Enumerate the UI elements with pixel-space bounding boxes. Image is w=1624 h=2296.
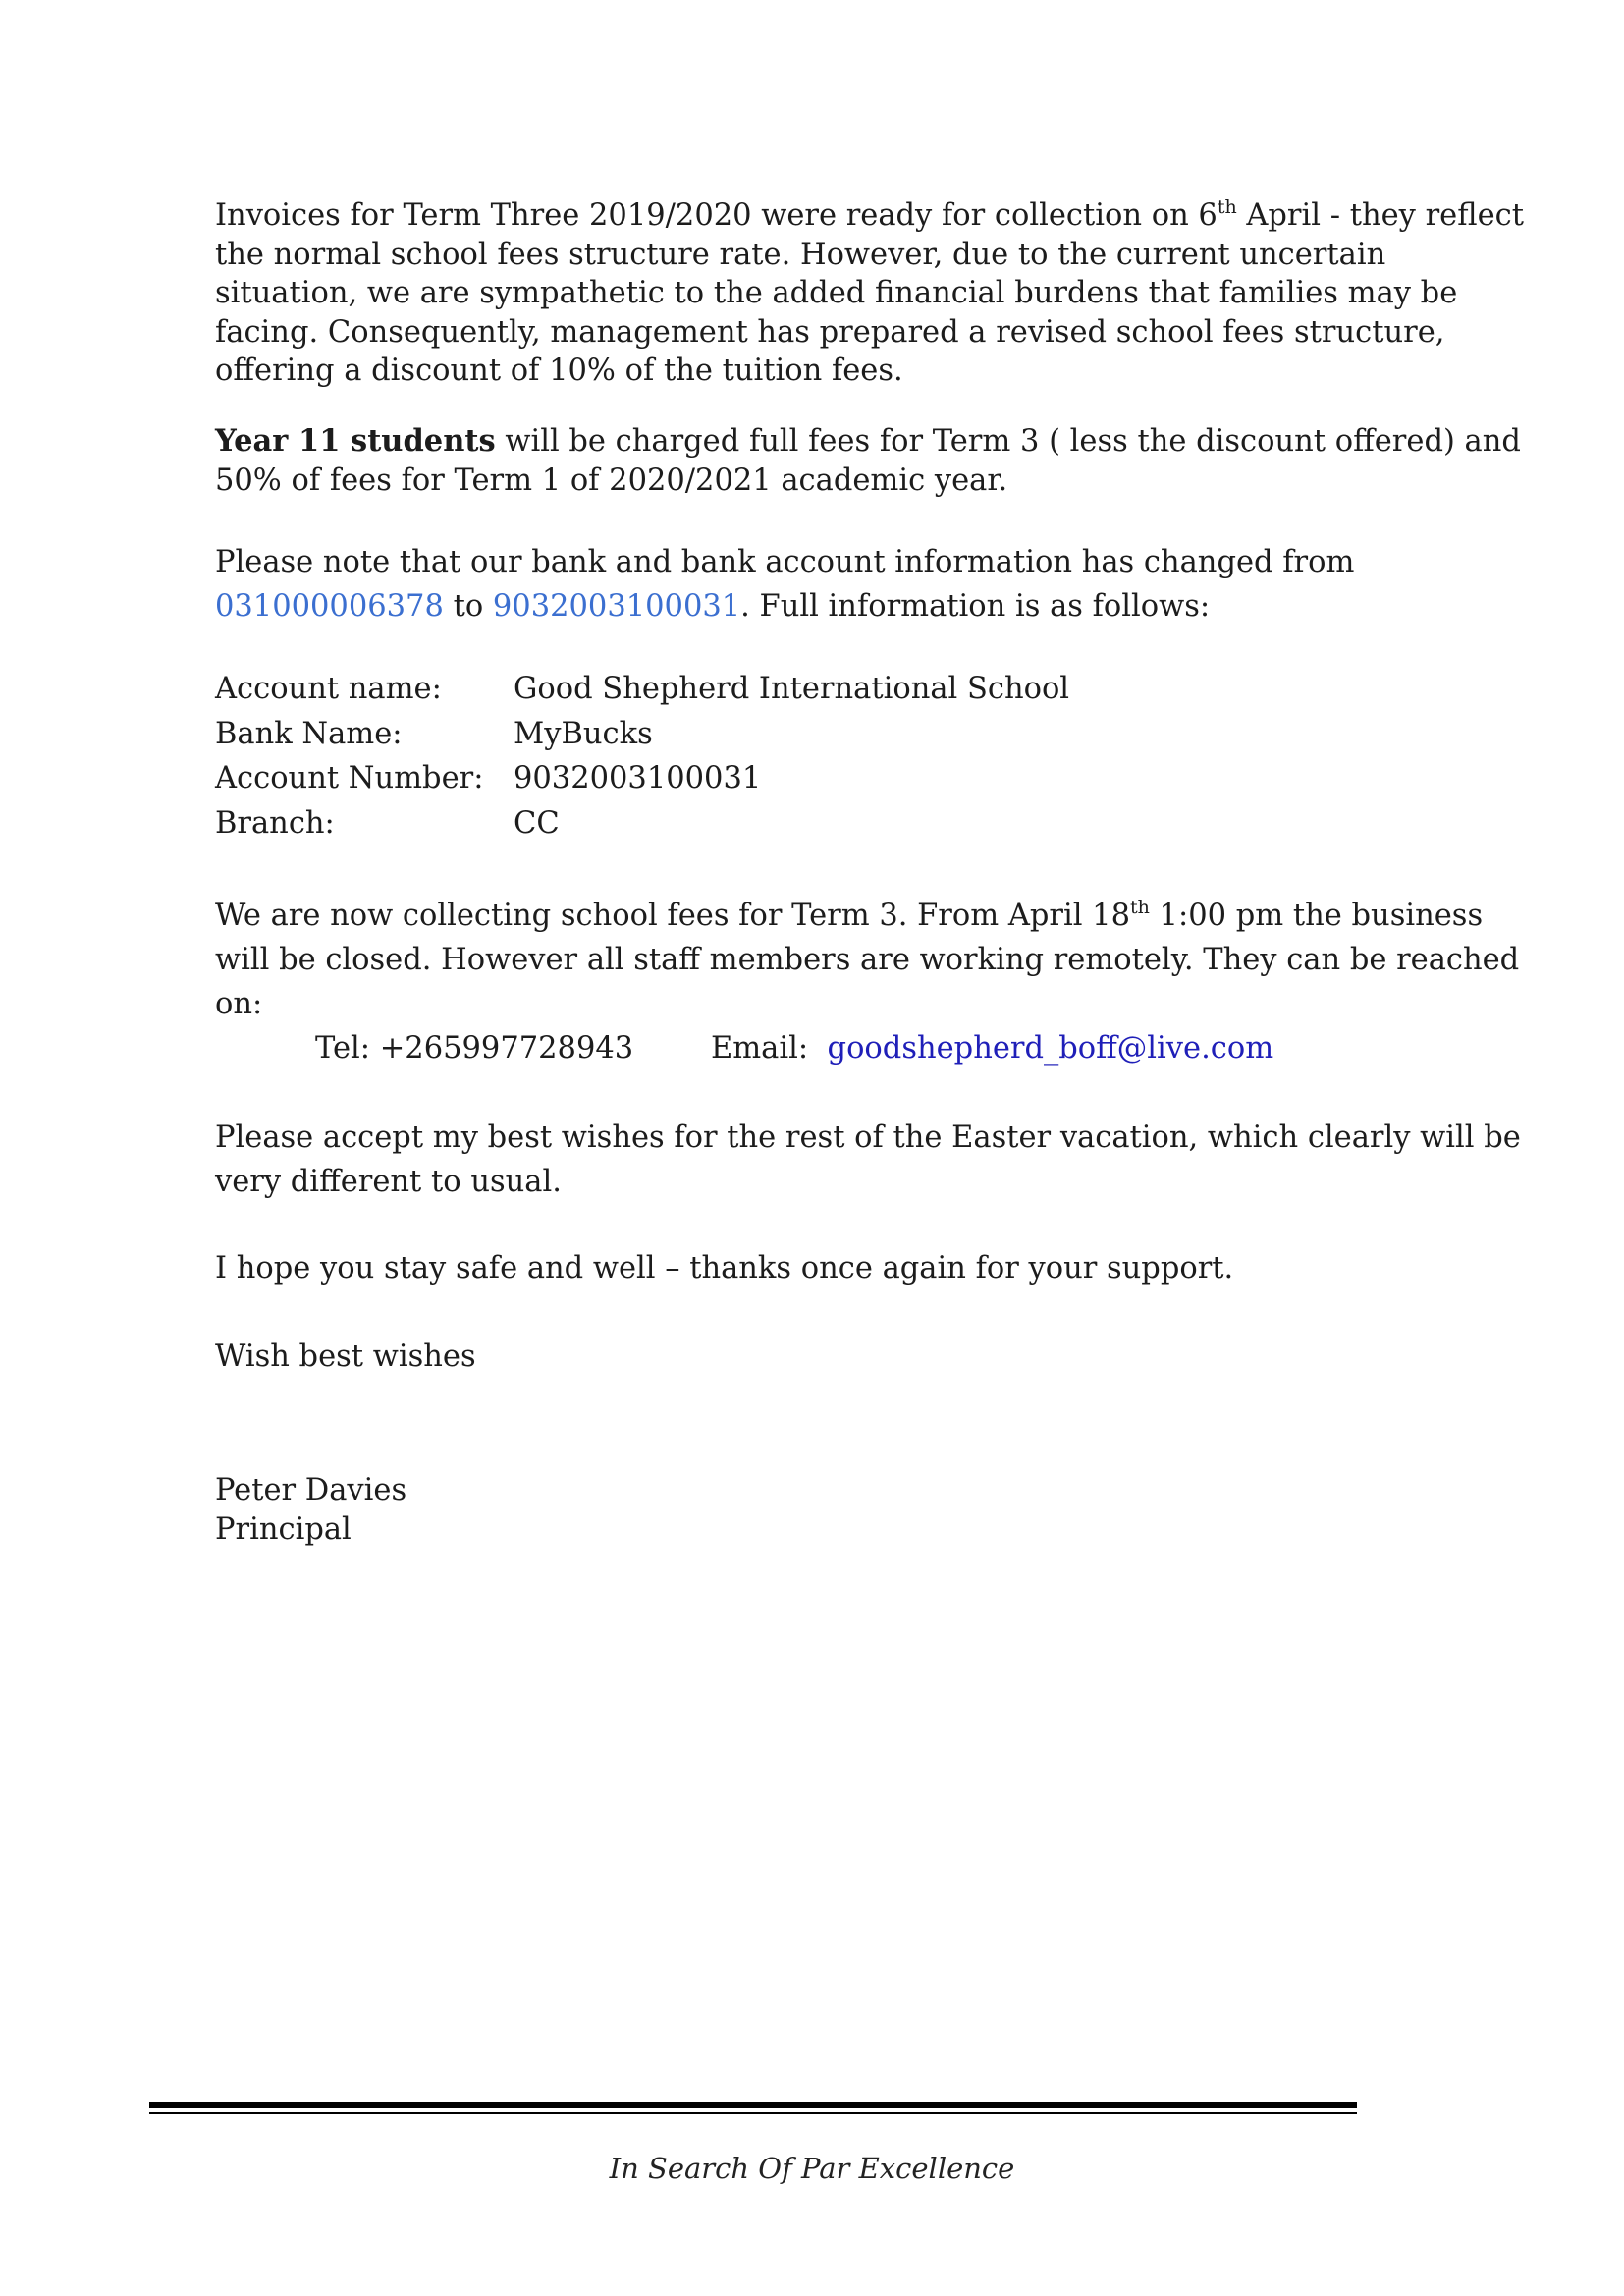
bold-label: Year 11 students (215, 423, 496, 459)
signatory-title: Principal (215, 1511, 352, 1547)
paragraph-text: We are now collecting school fees for Term 3. From April 18 (215, 899, 1130, 933)
ordinal-suffix: th (1217, 196, 1237, 218)
paragraph-text: Invoices for Term Three 2019/2020 were ready for collection on 6 (215, 198, 1218, 233)
bank-detail-value: 9032003100031 (514, 761, 762, 795)
paragraph-text: Please note that our bank and bank account information has changed from (215, 545, 1355, 579)
signatory-name: Peter Davies (215, 1473, 407, 1507)
paragraph-text: . Full information is as follows: (740, 589, 1211, 624)
bank-detail-value: MyBucks (514, 716, 653, 751)
paragraph-text: to (443, 589, 493, 624)
bank-details-table (215, 672, 1197, 850)
old-account-number: 031000006378 (215, 589, 444, 624)
bank-detail-row (215, 806, 1197, 851)
paragraph-wishes: Please accept my best wishes for the rest of the Easter vacation, which clearly will be very different to usual. (215, 1121, 1521, 1199)
bank-detail-value: CC (514, 805, 560, 841)
bank-detail-label: Account name: (215, 672, 442, 706)
paragraph-stay-safe: I hope you stay safe and well – thanks once again for your support. (215, 1251, 1234, 1285)
bank-detail-value: Good Shepherd International School (514, 672, 1070, 706)
bank-detail-label: Branch: (215, 805, 335, 841)
telephone: Tel: +265997728943 (315, 1031, 634, 1066)
bank-detail-label: Account Number: (215, 761, 484, 795)
paragraph-bank-change (215, 540, 1531, 629)
paragraph-year11 (215, 422, 1531, 500)
paragraph-text: will be charged full fees for Term 3 ( less the discount offered) and 50% of fees for Term 1 of 2020/2021 academic year. (215, 424, 1521, 498)
bank-detail-row (215, 672, 1197, 717)
bank-detail-label: Bank Name: (215, 716, 403, 751)
footer-rule-thin (149, 2112, 1357, 2114)
ordinal-suffix: th (1129, 897, 1150, 918)
bank-detail-row (215, 717, 1197, 762)
new-account-number: 9032003100031 (492, 589, 741, 624)
signature-block (215, 1471, 804, 1549)
email-link[interactable]: goodshepherd_boff@live.com (827, 1031, 1274, 1066)
bank-detail-row (215, 761, 1197, 806)
contact-line (315, 1029, 1395, 1074)
email-block (711, 1029, 1273, 1068)
footer-rule-thick (149, 2102, 1357, 2108)
paragraph-closing: Wish best wishes (215, 1339, 476, 1374)
paragraph-collection (215, 894, 1531, 1026)
email-label: Email: (711, 1031, 809, 1066)
footer-motto: In Search Of Par Excellence (609, 2152, 1015, 2185)
paragraph-text: 1:00 pm the business will be closed. However all staff members are working remotely. They can be reached on: (215, 899, 1520, 1021)
paragraph-text: April - they reflect the normal school fees structure rate. However, due to the current uncertain situation, we are sympathetic to the added financial burdens that families may be facing. Consequently, management has prepared a revised school fees structure, offering a discount of 10% of the tuition fees. (215, 198, 1524, 388)
paragraph-invoices (215, 196, 1531, 391)
